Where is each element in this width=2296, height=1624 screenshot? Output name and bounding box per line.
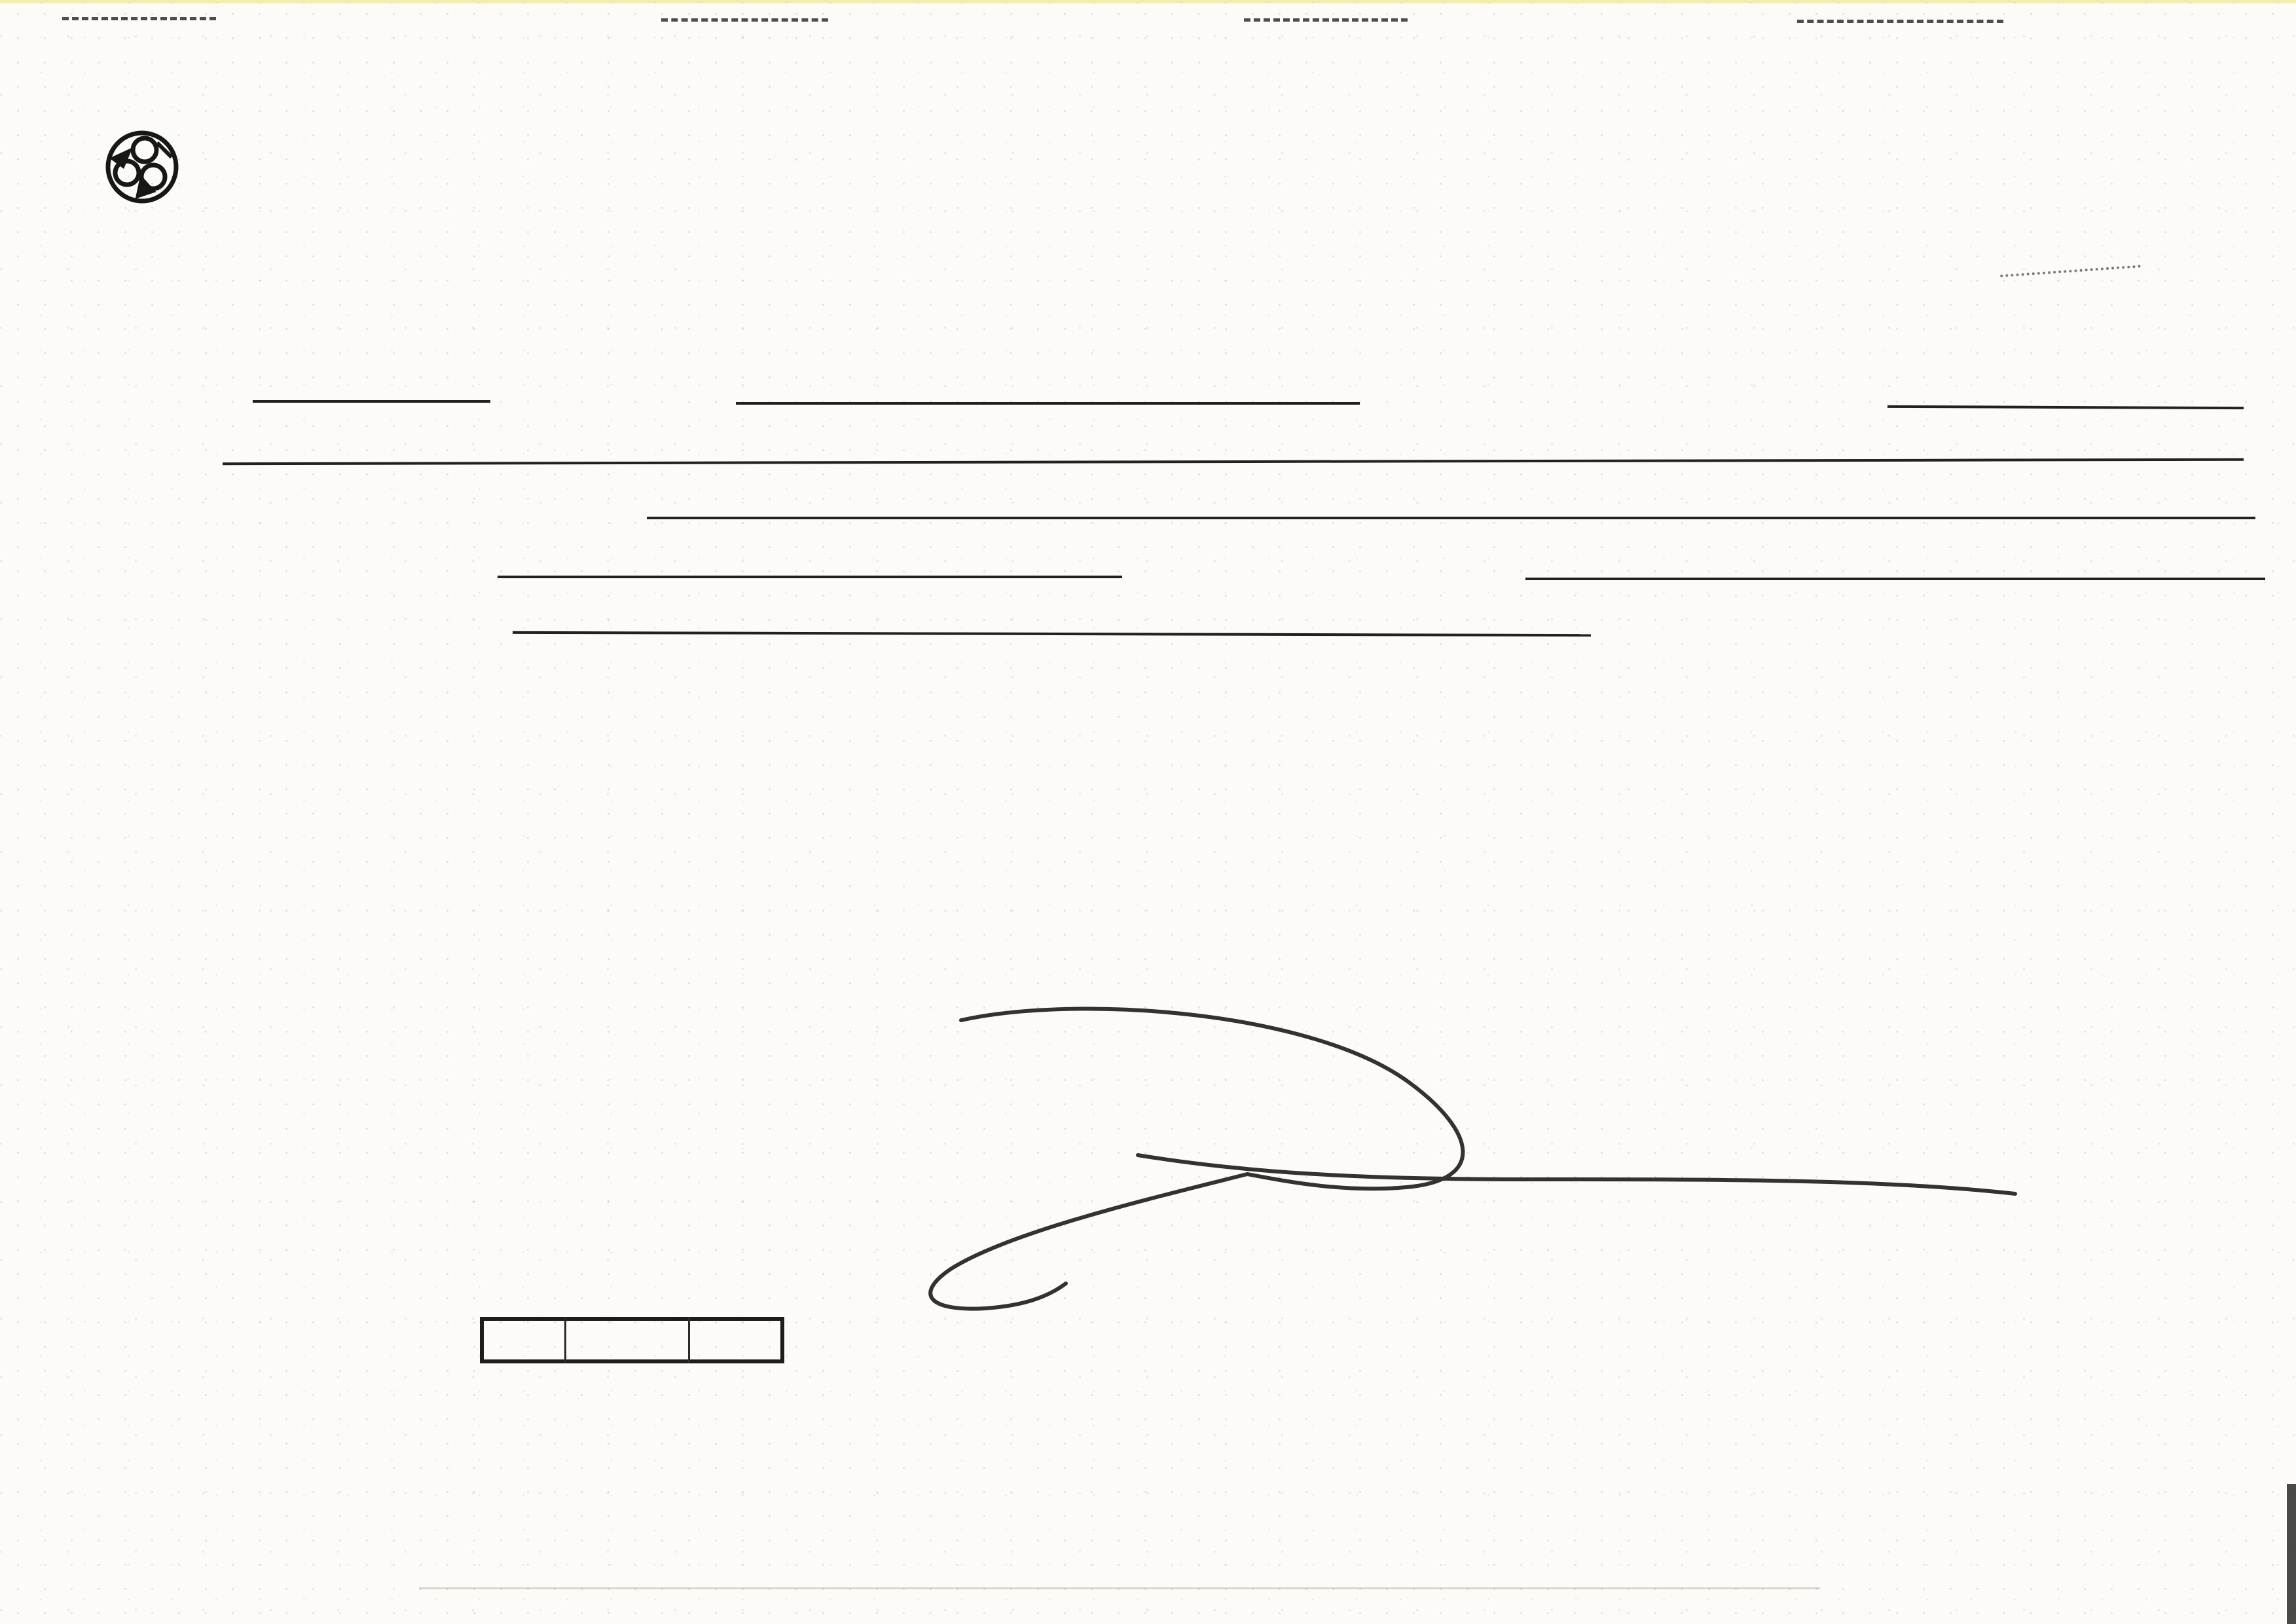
scan-faint-line bbox=[419, 1587, 1820, 1589]
scan-edge-strip bbox=[2287, 1484, 2296, 1624]
